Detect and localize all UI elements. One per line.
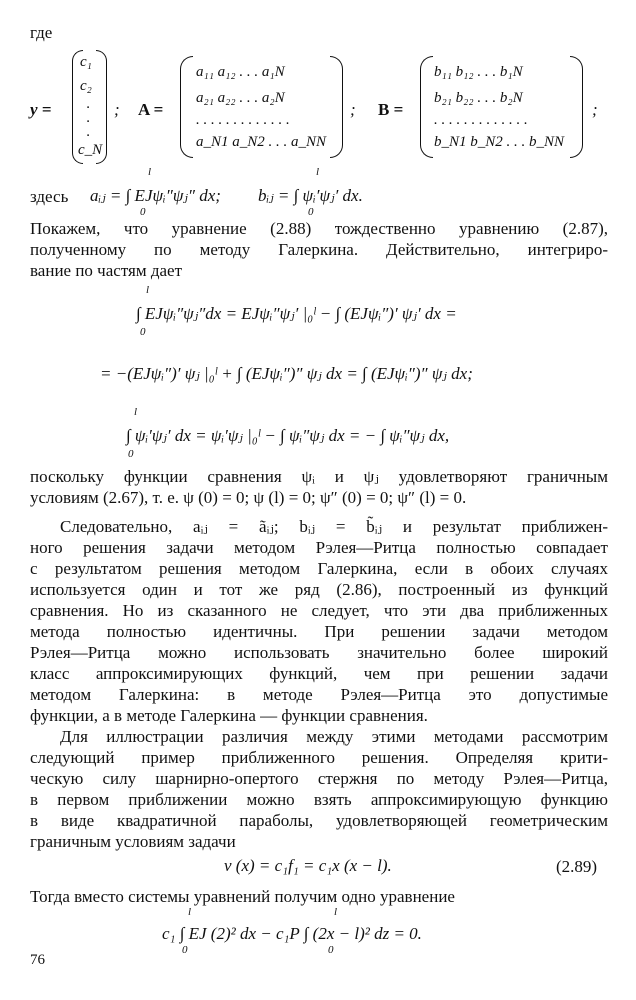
a-definition: aᵢⱼ = ∫ EJψᵢ″ψⱼ″ dx; [90, 186, 221, 205]
text-line: класс аппроксимирующих функций, чем при решении задачи [30, 664, 608, 683]
y-entry: · [86, 114, 90, 130]
A-row: a₁₁ a₁₂ . . . a₁N [196, 64, 285, 80]
y-entry: c₂ [80, 78, 92, 94]
integral-upper: l [134, 406, 138, 418]
text-line: поскольку функции сравнения ψᵢ и ψⱼ удовлетворяют граничным [30, 467, 608, 486]
final-equation: c₁ ∫ EJ (2)² dx − c₁P ∫ (2x − l)² dz = 0. [162, 924, 422, 943]
B-left-paren [420, 56, 433, 158]
integral-upper: l [146, 284, 150, 296]
text-line: Для иллюстрации различия между этими методами рассмотрим [60, 727, 608, 746]
equation-number: (2.89) [556, 857, 598, 876]
B-row: b₂₁ b₂₂ . . . b₂N [434, 90, 523, 106]
b-definition: bᵢⱼ = ∫ ψᵢ′ψⱼ′ dx. [258, 186, 363, 205]
integration-line-3: ∫ ψᵢ′ψⱼ′ dx = ψᵢ′ψⱼ |₀ˡ − ∫ ψᵢ″ψⱼ dx = − ∫ ψᵢ″ψⱼ dx, [126, 426, 450, 445]
A-left-paren [180, 56, 193, 158]
text-line: используется один и тот же ряд (2.86), построенный из функций [30, 580, 608, 599]
B-row: b_N1 b_N2 . . . b_NN [434, 134, 565, 150]
integral-lower: 0 [140, 326, 146, 338]
text-line: сравнения. Но из сказанного не следует, что эти два приближенных [30, 601, 608, 620]
text-line: Покажем, что уравнение (2.88) тождественно уравнению (2.87), [30, 219, 608, 238]
text-line: Рэлея—Ритца можно использовать значительно более широкий [30, 643, 608, 662]
integral-upper: l [334, 906, 338, 918]
text-line: функции, а в методе Галеркина — функции сравнения. [30, 706, 428, 725]
paragraph-3 [30, 516, 608, 726]
B-label: B = [378, 100, 404, 119]
text-line: ческую силу шарнирно-опертого стержня по методу Рэлея—Ритца, [30, 769, 608, 788]
text-line: граничным условиям задачи [30, 832, 236, 851]
text-line: Следовательно, aᵢⱼ = ãᵢⱼ; bᵢⱼ = b̃ᵢⱼ и результат приближен- [60, 517, 608, 536]
text-line: в виде квадратичной параболы, удовлетворяющей геометрическим [30, 811, 608, 830]
B-right-paren [570, 56, 583, 158]
separator: ; [114, 100, 120, 119]
y-entry: · [86, 128, 90, 144]
integral-upper: l [316, 166, 320, 178]
equation-2-89: v (x) = c₁f₁ = c₁x (x − l). [224, 856, 392, 875]
y-entry: c₁ [80, 54, 92, 70]
B-row: b₁₁ b₁₂ . . . b₁N [434, 64, 523, 80]
text-line: в первом приближении можно взять аппроксимирующую функцию [30, 790, 608, 809]
separator: ; [592, 100, 598, 119]
y-entry: c_N [78, 142, 103, 158]
A-label: A = [138, 100, 164, 119]
A-row: a₂₁ a₂₂ . . . a₂N [196, 90, 285, 106]
integral-lower: 0 [328, 944, 334, 956]
A-right-paren [330, 56, 343, 158]
text-line: следующий пример приближенного решения. Определяя крити- [30, 748, 608, 767]
y-entry: · [86, 100, 90, 116]
separator: ; [350, 100, 356, 119]
integral-lower: 0 [308, 206, 314, 218]
text-line: методом Галеркина: в методе Рэлея—Ритца это допустимые [30, 685, 608, 704]
integral-lower: 0 [128, 448, 134, 460]
text-line: условиям (2.67), т. е. ψ (0) = 0; ψ (l) = 0; ψ″ (0) = 0; ψ″ (l) = 0. [30, 488, 467, 507]
integral-lower: 0 [140, 206, 146, 218]
A-row: . . . . . . . . . . . . . [196, 112, 290, 128]
text-line: полученному по методу Галеркина. Действительно, интегриро- [30, 240, 608, 259]
here-prefix: здесь [30, 187, 69, 206]
A-row: a_N1 a_N2 . . . a_NN [196, 134, 327, 150]
text-line: метода полностью идентичны. При решении задачи методом [30, 622, 608, 641]
text-line: ного решения задачи методом Рэлея—Ритца полностью совпадает [30, 538, 608, 557]
integration-line-1: ∫ EJψᵢ″ψⱼ″dx = EJψᵢ″ψⱼ′ |₀ˡ − ∫ (EJψᵢ″)′ ψⱼ′ dx = [136, 304, 457, 323]
integration-line-2: = −(EJψᵢ″)′ ψⱼ |₀ˡ + ∫ (EJψᵢ″)″ ψⱼ dx = ∫ (EJψᵢ″)″ ψⱼ dx; [100, 364, 473, 383]
text-line: с результатом решения методом Галеркина, если в обоих случаях [30, 559, 608, 578]
paragraph-4 [30, 726, 608, 852]
integral-upper: l [188, 906, 192, 918]
integral-lower: 0 [182, 944, 188, 956]
y-label: y = [30, 100, 52, 119]
text-line: вание по частям дает [30, 261, 183, 280]
B-row: . . . . . . . . . . . . . [434, 112, 528, 128]
where-label: где [30, 23, 53, 42]
paragraph-1 [30, 218, 608, 281]
integral-upper: l [148, 166, 152, 178]
page-number: 76 [30, 952, 45, 968]
paragraph-2 [30, 466, 608, 508]
paragraph-5: Тогда вместо системы уравнений получим одно уравнение [30, 887, 455, 906]
